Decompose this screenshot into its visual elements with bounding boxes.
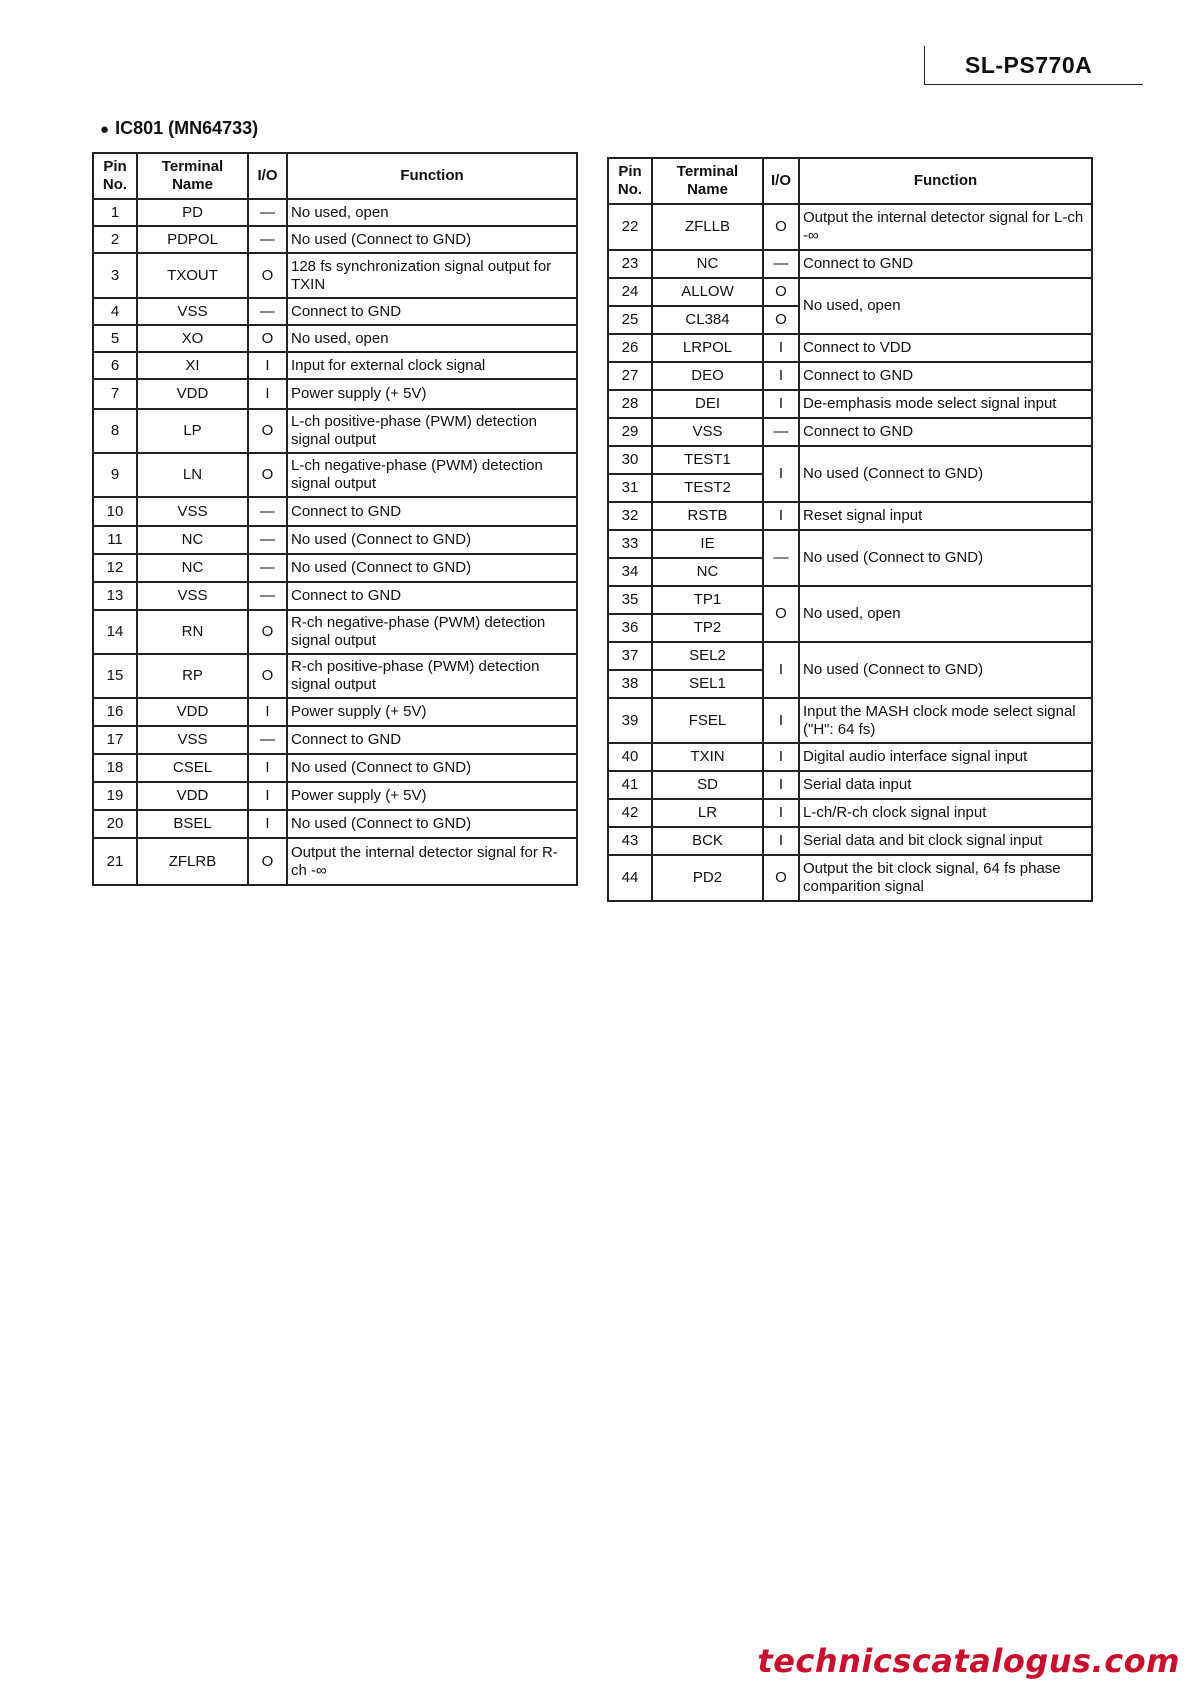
terminal-name: PD [137,199,248,226]
io-type: I [763,827,799,855]
table-row [608,771,1092,799]
io-type: — [763,530,799,586]
table-row [608,530,1092,558]
pin-function: Input for external clock signal [287,352,577,379]
io-type: I [248,352,287,379]
table-header-row [608,158,1092,204]
table-row [93,838,577,885]
pin-number: 1 [93,199,137,226]
pin-number: 12 [93,554,137,582]
pin-number: 18 [93,754,137,782]
table-row [608,334,1092,362]
pin-function: Connect to GND [799,418,1092,446]
table-row [608,642,1092,670]
pin-number: 31 [608,474,652,502]
terminal-name: LP [137,409,248,453]
pin-function: Connect to GND [287,497,577,526]
pin-function: Input the MASH clock mode select signal ("H": 64 fs) [799,698,1092,743]
terminal-name: PD2 [652,855,763,901]
io-type: I [248,782,287,810]
pin-function: No used, open [799,586,1092,642]
pin-table-left-body [93,199,577,885]
pin-function: Connect to GND [799,362,1092,390]
io-type: I [763,698,799,743]
io-type: O [763,278,799,306]
pin-function: L-ch positive-phase (PWM) detection signal output [287,409,577,453]
pin-number: 4 [93,298,137,325]
pin-number: 22 [608,204,652,250]
terminal-name: NC [137,554,248,582]
io-type: I [763,799,799,827]
io-type: O [763,306,799,334]
table-row [608,362,1092,390]
table-row [93,453,577,497]
header-terminal-name: Terminal Name [137,153,248,199]
table-row [608,418,1092,446]
pin-number: 38 [608,670,652,698]
terminal-name: VDD [137,379,248,409]
pin-function: No used (Connect to GND) [287,810,577,838]
terminal-name: ZFLLB [652,204,763,250]
pin-number: 5 [93,325,137,352]
table-row [608,250,1092,278]
table-row [608,855,1092,901]
table-row [93,754,577,782]
header-terminal-name: Terminal Name [652,158,763,204]
io-type: I [763,362,799,390]
terminal-name: VSS [137,582,248,610]
bullet-icon: ● [100,121,110,138]
terminal-name: SEL2 [652,642,763,670]
io-type: O [763,586,799,642]
pin-number: 44 [608,855,652,901]
terminal-name: LRPOL [652,334,763,362]
table-row [608,698,1092,743]
pin-number: 34 [608,558,652,586]
pin-number: 8 [93,409,137,453]
pin-number: 20 [93,810,137,838]
model-header-box [924,46,1143,85]
io-type: — [248,497,287,526]
pin-number: 11 [93,526,137,554]
io-type: I [763,642,799,698]
pin-number: 36 [608,614,652,642]
table-row [608,390,1092,418]
pin-function: Power supply (+ 5V) [287,782,577,810]
io-type: O [248,453,287,497]
pin-function: R-ch positive-phase (PWM) detection signal output [287,654,577,698]
pin-number: 27 [608,362,652,390]
terminal-name: TEST2 [652,474,763,502]
pin-function: Serial data input [799,771,1092,799]
io-type: I [763,771,799,799]
io-type: — [248,298,287,325]
pin-number: 2 [93,226,137,253]
pin-function: Connect to GND [287,298,577,325]
table-row [608,502,1092,530]
io-type: O [248,654,287,698]
pin-function: Output the bit clock signal, 64 fs phase comparition signal [799,855,1092,901]
pin-function: L-ch/R-ch clock signal input [799,799,1092,827]
pin-function: No used (Connect to GND) [287,226,577,253]
pin-function: Connect to GND [799,250,1092,278]
table-row [93,526,577,554]
io-type: I [248,810,287,838]
pin-number: 10 [93,497,137,526]
io-type: — [248,554,287,582]
header-function: Function [287,153,577,199]
terminal-name: SEL1 [652,670,763,698]
terminal-name: RP [137,654,248,698]
io-type: — [248,199,287,226]
pin-function: No used (Connect to GND) [287,554,577,582]
terminal-name: NC [652,558,763,586]
table-row [93,782,577,810]
pin-number: 3 [93,253,137,298]
pin-number: 6 [93,352,137,379]
header-pin-no: Pin No. [93,153,137,199]
pin-function: Connect to GND [287,582,577,610]
table-row [93,409,577,453]
io-type: — [248,582,287,610]
io-type: O [248,610,287,654]
pin-function: No used, open [799,278,1092,334]
header-io: I/O [248,153,287,199]
terminal-name: CSEL [137,754,248,782]
terminal-name: NC [137,526,248,554]
pin-number: 41 [608,771,652,799]
io-type: O [248,253,287,298]
pin-table-right-body [608,204,1092,901]
io-type: — [763,250,799,278]
pin-number: 29 [608,418,652,446]
terminal-name: RN [137,610,248,654]
model-number: SL-PS770A [965,52,1093,78]
pin-number: 16 [93,698,137,726]
terminal-name: IE [652,530,763,558]
pin-function: Digital audio interface signal input [799,743,1092,771]
table-row [93,726,577,754]
pin-function: No used (Connect to GND) [799,446,1092,502]
table-row [93,379,577,409]
table-row [93,226,577,253]
table-row [608,799,1092,827]
terminal-name: PDPOL [137,226,248,253]
pin-number: 28 [608,390,652,418]
table-row [93,253,577,298]
pin-function: No used (Connect to GND) [799,642,1092,698]
pin-function: No used (Connect to GND) [287,526,577,554]
io-type: — [248,526,287,554]
pin-function: Reset signal input [799,502,1092,530]
pin-function: Power supply (+ 5V) [287,698,577,726]
table-row [93,199,577,226]
section-title-text: IC801 (MN64733) [115,118,259,138]
io-type: O [763,855,799,901]
terminal-name: SD [652,771,763,799]
pin-number: 17 [93,726,137,754]
io-type: O [248,325,287,352]
io-type: I [763,390,799,418]
io-type: O [763,204,799,250]
table-row [93,554,577,582]
terminal-name: RSTB [652,502,763,530]
pin-function: Serial data and bit clock signal input [799,827,1092,855]
terminal-name: TEST1 [652,446,763,474]
pin-number: 32 [608,502,652,530]
terminal-name: BSEL [137,810,248,838]
pin-function: No used (Connect to GND) [287,754,577,782]
terminal-name: TXIN [652,743,763,771]
terminal-name: VSS [652,418,763,446]
io-type: I [248,754,287,782]
terminal-name: VDD [137,698,248,726]
pin-number: 40 [608,743,652,771]
header-io: I/O [763,158,799,204]
table-row [93,325,577,352]
pin-number: 14 [93,610,137,654]
table-header-row [93,153,577,199]
io-type: I [763,502,799,530]
io-type: I [248,698,287,726]
table-row [608,827,1092,855]
pin-table-right [607,157,1093,902]
pin-number: 30 [608,446,652,474]
watermark-text: technicscatalogus.com [757,1642,1180,1680]
table-row [608,446,1092,474]
terminal-name: LN [137,453,248,497]
terminal-name: TXOUT [137,253,248,298]
table-row [93,610,577,654]
pin-number: 25 [608,306,652,334]
pin-number: 39 [608,698,652,743]
pin-number: 42 [608,799,652,827]
terminal-name: XI [137,352,248,379]
terminal-name: NC [652,250,763,278]
pin-function: Output the internal detector signal for L-ch -∞ [799,204,1092,250]
pin-number: 35 [608,586,652,614]
table-row [93,810,577,838]
pin-number: 9 [93,453,137,497]
pin-number: 13 [93,582,137,610]
terminal-name: ZFLRB [137,838,248,885]
pin-function: Connect to VDD [799,334,1092,362]
table-row [608,743,1092,771]
pin-table-left [92,152,578,886]
pin-function: Output the internal detector signal for R-ch -∞ [287,838,577,885]
io-type: I [763,743,799,771]
section-title [100,118,258,139]
pin-function: L-ch negative-phase (PWM) detection signal output [287,453,577,497]
io-type: I [248,379,287,409]
pin-function: R-ch negative-phase (PWM) detection signal output [287,610,577,654]
pin-number: 7 [93,379,137,409]
terminal-name: VDD [137,782,248,810]
pin-number: 37 [608,642,652,670]
pin-function: 128 fs synchronization signal output for TXIN [287,253,577,298]
table-row [93,352,577,379]
table-row [93,497,577,526]
terminal-name: TP1 [652,586,763,614]
table-row [93,582,577,610]
io-type: I [763,334,799,362]
pin-number: 24 [608,278,652,306]
terminal-name: VSS [137,497,248,526]
terminal-name: TP2 [652,614,763,642]
terminal-name: CL384 [652,306,763,334]
terminal-name: VSS [137,726,248,754]
pin-number: 23 [608,250,652,278]
terminal-name: ALLOW [652,278,763,306]
table-row [93,298,577,325]
header-pin-no: Pin No. [608,158,652,204]
pin-number: 21 [93,838,137,885]
terminal-name: DEI [652,390,763,418]
io-type: — [248,226,287,253]
io-type: O [248,409,287,453]
pin-function: Connect to GND [287,726,577,754]
terminal-name: XO [137,325,248,352]
table-row [608,204,1092,250]
io-type: — [248,726,287,754]
terminal-name: FSEL [652,698,763,743]
table-row [608,586,1092,614]
pin-function: No used, open [287,325,577,352]
terminal-name: VSS [137,298,248,325]
io-type: I [763,446,799,502]
table-row [608,278,1092,306]
pin-function: No used (Connect to GND) [799,530,1092,586]
pin-number: 43 [608,827,652,855]
pin-number: 19 [93,782,137,810]
table-row [93,654,577,698]
pin-number: 33 [608,530,652,558]
terminal-name: BCK [652,827,763,855]
terminal-name: LR [652,799,763,827]
pin-function: Power supply (+ 5V) [287,379,577,409]
header-function: Function [799,158,1092,204]
io-type: — [763,418,799,446]
pin-function: No used, open [287,199,577,226]
pin-function: De-emphasis mode select signal input [799,390,1092,418]
table-row [93,698,577,726]
pin-number: 15 [93,654,137,698]
pin-number: 26 [608,334,652,362]
terminal-name: DEO [652,362,763,390]
io-type: O [248,838,287,885]
